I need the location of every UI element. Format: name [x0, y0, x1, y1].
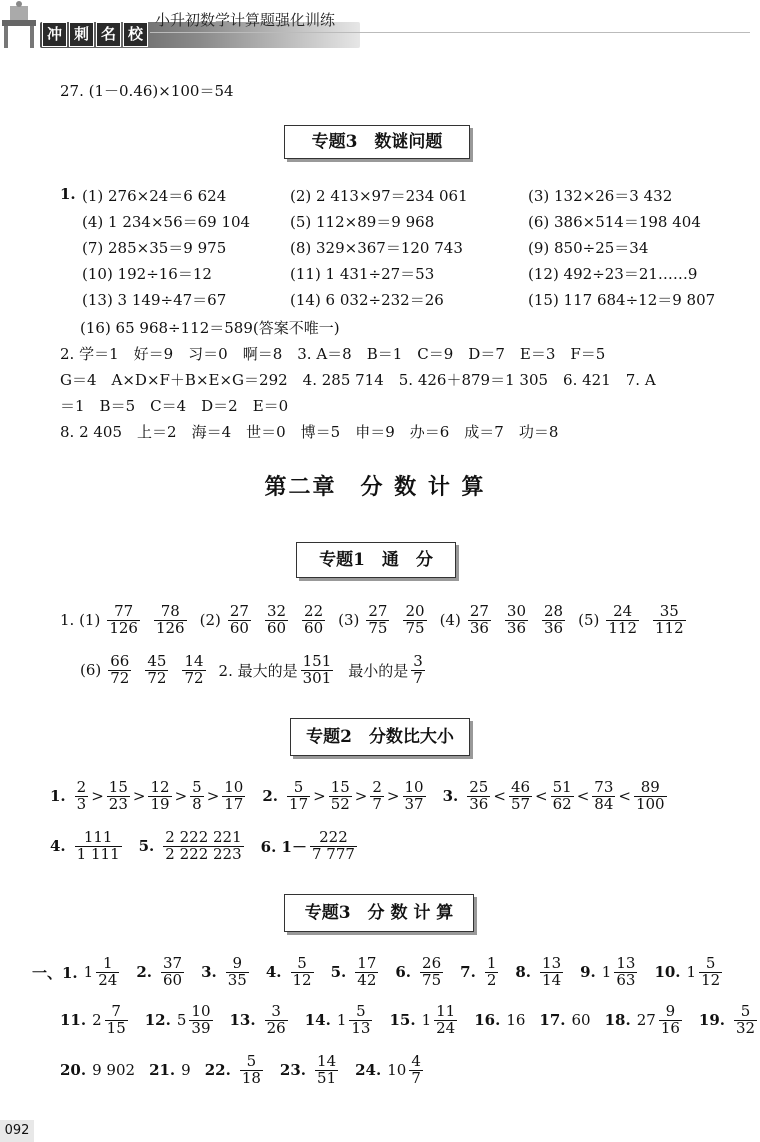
answer-cell: (10) 192÷16＝12	[82, 265, 212, 283]
numerator: 35	[659, 602, 679, 620]
denominator: 57	[510, 794, 531, 813]
whole-part: 2	[92, 1011, 102, 1030]
denominator: 7	[411, 1068, 421, 1087]
numerator: 13	[616, 954, 636, 972]
numerator: 27	[368, 602, 388, 620]
compare-sign: <	[535, 787, 548, 806]
denominator: 84	[594, 794, 614, 813]
question-number: 6. 1－	[260, 837, 307, 856]
numerator: 37	[162, 954, 183, 972]
answer-cell: (2) 2 413×97＝234 061	[290, 187, 468, 205]
denominator: 2 222 223	[165, 844, 242, 863]
numerator: 5	[297, 954, 307, 972]
fraction	[653, 604, 686, 637]
fraction	[420, 956, 443, 989]
denominator: 1 111	[76, 844, 120, 863]
compare-sign: >	[174, 787, 188, 806]
fraction	[96, 956, 119, 989]
question-number: 6.	[395, 963, 412, 982]
denominator: 42	[357, 970, 377, 989]
sub-label: 1. (1)	[60, 611, 101, 630]
common-denominator-row-1	[60, 604, 689, 637]
sub-label: (2)	[199, 611, 221, 630]
numerator: 27	[229, 602, 249, 620]
numerator: 27	[469, 602, 489, 620]
denominator: 51	[317, 1068, 337, 1087]
denominator: 37	[404, 794, 424, 813]
denominator: 12	[701, 970, 721, 989]
sub-label: (3)	[338, 611, 360, 630]
fraction	[734, 1004, 757, 1037]
section-title-fraction-calc: 专题3 分 数 计 算	[284, 894, 474, 932]
compare-sign: >	[313, 787, 326, 806]
numerator: 15	[108, 778, 128, 796]
fraction	[108, 654, 131, 687]
numerator: 12	[150, 778, 170, 796]
numerator: 1	[102, 954, 113, 972]
fraction	[310, 830, 357, 863]
fraction	[145, 654, 168, 687]
fraction	[509, 780, 532, 813]
compare-sign: <	[618, 787, 631, 806]
question-number: 24.	[355, 1061, 382, 1080]
denominator: 24	[436, 1018, 456, 1037]
fraction	[265, 604, 288, 637]
denominator: 75	[368, 618, 388, 637]
question-number: 9.	[580, 963, 596, 982]
numerator: 10	[191, 1002, 211, 1020]
fraction	[222, 780, 245, 813]
fraction	[485, 956, 499, 989]
numerator: 2	[76, 778, 87, 796]
numerator: 3	[271, 1002, 281, 1020]
fraction	[349, 1004, 372, 1037]
sub-label: (6)	[80, 661, 102, 680]
whole-part: 27	[636, 1011, 656, 1030]
numerator: 111	[83, 828, 113, 846]
fraction	[182, 654, 205, 687]
denominator: 100	[635, 794, 665, 813]
question-number: 20.	[60, 1061, 87, 1080]
question-number: 7.	[460, 963, 476, 982]
answer-cell: (4) 1 234×56＝69 104	[82, 213, 251, 231]
section-title-number-puzzle: 专题3 数谜问题	[284, 125, 470, 159]
numerator: 46	[510, 778, 531, 796]
question-number: 3.	[201, 963, 217, 982]
whole-part: 1	[601, 963, 612, 982]
numerator: 51	[552, 778, 572, 796]
chapter-title: 第二章 分 数 计 算	[264, 474, 486, 500]
fraction	[163, 830, 243, 863]
denominator: 17	[224, 794, 244, 813]
book-title: 小升初数学计算题强化训练	[155, 11, 336, 29]
numerator: 7	[111, 1002, 121, 1020]
numerator: 5	[246, 1052, 257, 1070]
numerator: 10	[404, 778, 424, 796]
numerator: 25	[469, 778, 489, 796]
numerator: 14	[317, 1052, 337, 1070]
header-rule	[150, 32, 750, 33]
fraction	[301, 654, 334, 687]
question-number: 15.	[389, 1011, 416, 1030]
denominator: 13	[351, 1018, 371, 1037]
question-number: 5.	[330, 963, 347, 982]
question-number: 18.	[604, 1011, 631, 1030]
question-number: 16.	[474, 1011, 501, 1030]
denominator: 35	[227, 970, 247, 989]
denominator: 75	[422, 970, 442, 989]
fraction	[659, 1004, 682, 1037]
numerator: 22	[304, 602, 324, 620]
page-number: 092	[0, 1120, 34, 1142]
numerator: 78	[160, 602, 180, 620]
answer-cell: (12) 492÷23＝21……9	[528, 265, 698, 283]
denominator: 72	[110, 668, 130, 687]
denominator: 32	[736, 1018, 756, 1037]
numerator: 89	[640, 778, 660, 796]
denominator: 60	[266, 618, 287, 637]
answer-line-3: G＝4 A×D×F＋B×E×G＝292 4. 285 714 5. 426＋879＝1 305 6. 421 7. A	[60, 371, 656, 389]
question-number: 14.	[304, 1011, 331, 1030]
fraction	[403, 780, 426, 813]
numerator: 4	[411, 1052, 421, 1070]
denominator: 126	[109, 618, 138, 637]
answer-cell: (13) 3 149÷47＝67	[82, 291, 227, 309]
denominator: 17	[289, 794, 309, 813]
numerator: 77	[114, 602, 134, 620]
numerator: 151	[302, 652, 332, 670]
numerator: 222	[319, 828, 348, 846]
numerator: 17	[357, 954, 377, 972]
fraction	[540, 956, 563, 989]
fraction	[161, 956, 184, 989]
fraction	[105, 1004, 128, 1037]
section-title-fraction-compare: 专题2 分数比大小	[290, 718, 470, 756]
question-number: 一、1.	[32, 963, 78, 982]
whole-part: 9	[181, 1061, 191, 1080]
numerator: 2	[372, 778, 382, 796]
fraction	[403, 604, 426, 637]
whole-part: 1	[421, 1011, 432, 1030]
question-number: 17.	[539, 1011, 566, 1030]
label-largest: 2. 最大的是	[218, 661, 298, 680]
numerator: 26	[422, 954, 442, 972]
question-number: 11.	[60, 1011, 87, 1030]
answer-line-4: ＝1 B＝5 C＝4 D＝2 E＝0	[60, 397, 289, 415]
fraction	[411, 654, 425, 687]
denominator: 18	[241, 1068, 261, 1087]
denominator: 60	[162, 970, 183, 989]
fraction	[315, 1054, 338, 1087]
fraction	[409, 1054, 423, 1087]
numerator: 20	[405, 602, 425, 620]
common-denominator-row-2	[80, 654, 428, 687]
fraction	[434, 1004, 457, 1037]
answer-cell: (5) 112×89＝9 968	[290, 213, 435, 231]
compare-sign: >	[354, 787, 368, 806]
fraction	[468, 604, 491, 637]
fraction	[226, 956, 249, 989]
answer-cell: (9) 850÷25＝34	[528, 239, 649, 257]
fraction	[366, 604, 389, 637]
question-number: 13.	[229, 1011, 256, 1030]
denominator: 7 777	[311, 844, 355, 863]
fraction	[265, 1004, 288, 1037]
answer-cell: (1) 276×24＝6 624	[82, 187, 227, 205]
denominator: 112	[655, 618, 684, 637]
numerator: 13	[542, 954, 562, 972]
numerator: 5	[740, 1002, 751, 1020]
denominator: 72	[184, 668, 204, 687]
question-number: 23.	[279, 1061, 307, 1080]
numerator: 24	[613, 602, 633, 620]
fraction	[190, 780, 204, 813]
numerator: 73	[594, 778, 614, 796]
numerator: 15	[330, 778, 350, 796]
denominator: 7	[413, 668, 423, 687]
numerator: 2 222 221	[165, 828, 242, 846]
fraction	[107, 780, 130, 813]
whole-part: 9 902	[92, 1061, 136, 1080]
denominator: 15	[106, 1018, 126, 1037]
denominator: 60	[304, 618, 324, 637]
question-number: 8.	[515, 963, 532, 982]
fraction	[107, 604, 140, 637]
question-number: 4.	[265, 963, 282, 982]
question-number: 12.	[144, 1011, 171, 1030]
fraction	[75, 780, 89, 813]
fraction	[189, 1004, 212, 1037]
answer-cell: (15) 117 684÷12＝9 807	[528, 291, 716, 309]
denominator: 75	[405, 618, 425, 637]
fraction	[240, 1054, 263, 1087]
compare-sign: <	[493, 787, 506, 806]
numerator: 1	[486, 954, 497, 972]
answer-27: 27. (1－0.46)×100＝54	[60, 82, 234, 100]
answer-cell: (8) 329×367＝120 743	[290, 239, 463, 257]
denominator: 36	[469, 618, 489, 637]
whole-part: 1	[83, 963, 94, 982]
question-number: 10.	[654, 963, 681, 982]
whole-part: 5	[176, 1011, 187, 1030]
question-number: 1.	[50, 787, 66, 806]
fraction	[634, 780, 667, 813]
answer-cell: (14) 6 032÷232＝26	[290, 291, 444, 309]
answer-line-5: 8. 2 405 上＝2 海＝4 世＝0 博＝5 申＝9 办＝6 成＝7 功＝8	[60, 423, 559, 441]
sub-label: (5)	[578, 611, 600, 630]
fraction	[302, 604, 325, 637]
denominator: 19	[150, 794, 170, 813]
denominator: 23	[108, 794, 128, 813]
label-smallest: 最小的是	[348, 661, 409, 680]
answer-cell: (7) 285×35＝9 975	[82, 239, 227, 257]
fraction	[287, 780, 310, 813]
fraction-calc-row-1	[32, 956, 725, 989]
whole-part: 1	[336, 1011, 347, 1030]
desk-illustration-icon	[0, 0, 40, 50]
answer-1-16: (16) 65 968÷112＝589(答案不唯一)	[80, 319, 340, 337]
fraction	[606, 604, 639, 637]
fraction-compare-row-1	[50, 780, 670, 813]
question-number: 1.	[60, 185, 76, 203]
fraction	[148, 780, 171, 813]
numerator: 9	[232, 954, 243, 972]
fraction	[154, 604, 187, 637]
numerator: 10	[224, 778, 244, 796]
fraction	[551, 780, 574, 813]
fraction	[329, 780, 352, 813]
answer-line-2: 2. 学＝1 好＝9 习＝0 啊＝8 3. A＝8 B＝1 C＝9 D＝7 E＝3 F＝5	[60, 345, 606, 363]
numerator: 9	[665, 1002, 676, 1020]
denominator: 39	[191, 1018, 211, 1037]
question-number: 19.	[698, 1011, 726, 1030]
denominator: 36	[469, 794, 489, 813]
denominator: 14	[542, 970, 562, 989]
denominator: 63	[616, 970, 636, 989]
answer-cell: (3) 132×26＝3 432	[528, 187, 673, 205]
compare-sign: >	[91, 787, 104, 806]
numerator: 14	[184, 652, 204, 670]
whole-part: 60	[571, 1011, 591, 1030]
fraction	[592, 780, 615, 813]
denominator: 126	[155, 618, 185, 637]
fraction-calc-row-2	[60, 1004, 760, 1037]
numerator: 30	[506, 602, 527, 620]
denominator: 24	[98, 970, 118, 989]
denominator: 7	[372, 794, 382, 813]
denominator: 60	[229, 618, 249, 637]
denominator: 112	[608, 618, 637, 637]
numerator: 5	[356, 1002, 366, 1020]
denominator: 2	[486, 970, 497, 989]
numerator: 11	[436, 1002, 456, 1020]
compare-sign: >	[132, 787, 146, 806]
numerator: 28	[544, 602, 564, 620]
fraction	[355, 956, 378, 989]
fraction	[542, 604, 565, 637]
denominator: 26	[266, 1018, 286, 1037]
question-number: 2.	[262, 787, 279, 806]
fraction	[370, 780, 384, 813]
brand-logo: 冲 刺 名 校	[42, 22, 148, 47]
denominator: 12	[292, 970, 312, 989]
denominator: 52	[330, 794, 350, 813]
denominator: 301	[302, 668, 332, 687]
question-number: 21.	[149, 1061, 176, 1080]
answer-cell: (6) 386×514＝198 404	[528, 213, 701, 231]
sub-label: (4)	[439, 611, 461, 630]
denominator: 62	[552, 794, 572, 813]
whole-part: 1	[686, 963, 697, 982]
fraction	[699, 956, 722, 989]
fraction	[291, 956, 314, 989]
fraction	[228, 604, 251, 637]
fraction	[467, 780, 490, 813]
numerator: 5	[705, 954, 716, 972]
question-number: 2.	[136, 963, 152, 982]
denominator: 36	[506, 618, 527, 637]
numerator: 66	[110, 652, 130, 670]
fraction	[505, 604, 528, 637]
question-number: 3.	[442, 787, 459, 806]
question-number: 4.	[50, 837, 66, 856]
numerator: 3	[413, 652, 423, 670]
question-number: 22.	[204, 1061, 231, 1080]
fraction	[75, 830, 122, 863]
fraction	[614, 956, 637, 989]
section-title-common-denominator: 专题1 通 分	[296, 542, 456, 578]
denominator: 8	[192, 794, 202, 813]
denominator: 3	[76, 794, 87, 813]
numerator: 5	[293, 778, 304, 796]
question-number: 5.	[138, 837, 155, 856]
numerator: 32	[266, 602, 287, 620]
compare-sign: >	[206, 787, 220, 806]
fraction-calc-row-3	[60, 1054, 426, 1087]
compare-sign: >	[386, 787, 400, 806]
numerator: 5	[192, 778, 202, 796]
whole-part: 10	[387, 1061, 407, 1080]
denominator: 72	[147, 668, 167, 687]
answer-cell: (11) 1 431÷27＝53	[290, 265, 435, 283]
numerator: 45	[147, 652, 167, 670]
denominator: 36	[544, 618, 564, 637]
whole-part: 16	[506, 1011, 526, 1030]
denominator: 16	[660, 1018, 680, 1037]
fraction-compare-row-2	[50, 830, 360, 863]
compare-sign: <	[576, 787, 590, 806]
